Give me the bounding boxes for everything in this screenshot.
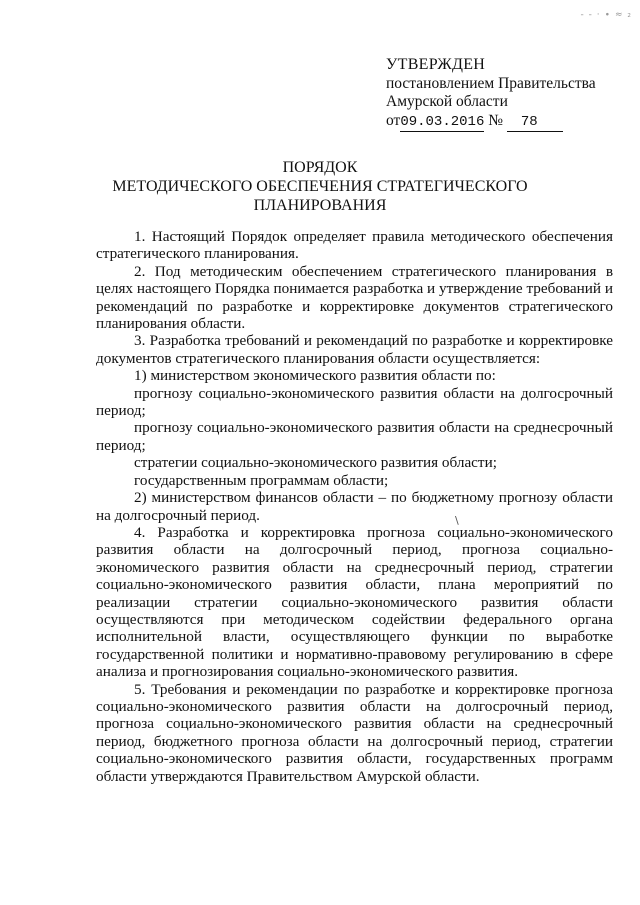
approval-title: УТВЕРЖДЕН [386,56,486,73]
paragraph: 2) министерством финансов области – по бюджетному прогнозу области на долгосрочный период. [96,489,613,524]
paragraph: 1. Настоящий Порядок определяет правила методического обеспечения стратегического планирования. [96,228,613,263]
approval-stamp [386,56,596,132]
approval-line-region: Амурской области [386,93,508,110]
title-line-2: МЕТОДИЧЕСКОГО ОБЕСПЕЧЕНИЯ СТРАТЕГИЧЕСКОГО [112,178,528,195]
date-prefix: от [386,111,401,129]
paragraph: 2. Под методическим обеспечением стратегического планирования в целях настоящего Порядка понимается разработка и утверждение требований и рекомендаций по разработке и корректировке документов стратегического планирования области. [96,262,613,333]
paragraph: стратегии социально-экономического развития области; [134,454,497,472]
paragraph: государственным программам области; [134,471,389,489]
paragraph: 1) министерством экономического развития области по: [134,367,496,385]
paragraph: 3. Разработка требований и рекомендаций по разработке и корректировке документов стратегического планирования области осуществляется: [96,332,613,367]
approval-date-line [386,112,596,133]
paragraph: 5. Требования и рекомендации по разработке и корректировке прогноза социально-экономического развития области на долгосрочный период, прогноза социально-экономического развития области на среднесрочный период, бюджетного прогноза области на долгосрочный период, стратегии социально-экономического развития области, государственных программ области утверждаются Правительством Амурской области. [96,680,613,785]
title-line-3: ПЛАНИРОВАНИЯ [253,197,387,214]
approval-line-government: постановлением Правительства [386,74,596,92]
scan-artifact: - - · ∙ ≈ ₂ [580,10,632,20]
paragraph: 4. Разработка и корректировка прогноза социально-экономического развития области на долгосрочный период, прогноза социально-экономического развития области на среднесрочный период, стратегии социально-экономического развития области, плана мероприятий по реализации стратегии социально-экономического развития области осуществляются при методическом содействии федерального органа исполнительной власти, осуществляющего функции по выработке государственной политики и нормативно-правовому регулированию в сфере анализа и прогнозирования социально-экономического развития. [96,523,613,681]
paragraph: прогнозу социально-экономического развития области на среднесрочный период; [96,419,613,454]
approval-number: 78 [507,113,563,133]
stray-pen-mark: \ [455,514,459,527]
document-body [96,228,613,785]
paragraph: прогнозу социально-экономического развития области на долгосрочный период; [96,384,613,420]
number-label: № [488,111,504,129]
approval-date: 09.03.2016 [400,113,484,133]
title-line-1: ПОРЯДОК [282,159,358,176]
document-title [0,158,640,215]
